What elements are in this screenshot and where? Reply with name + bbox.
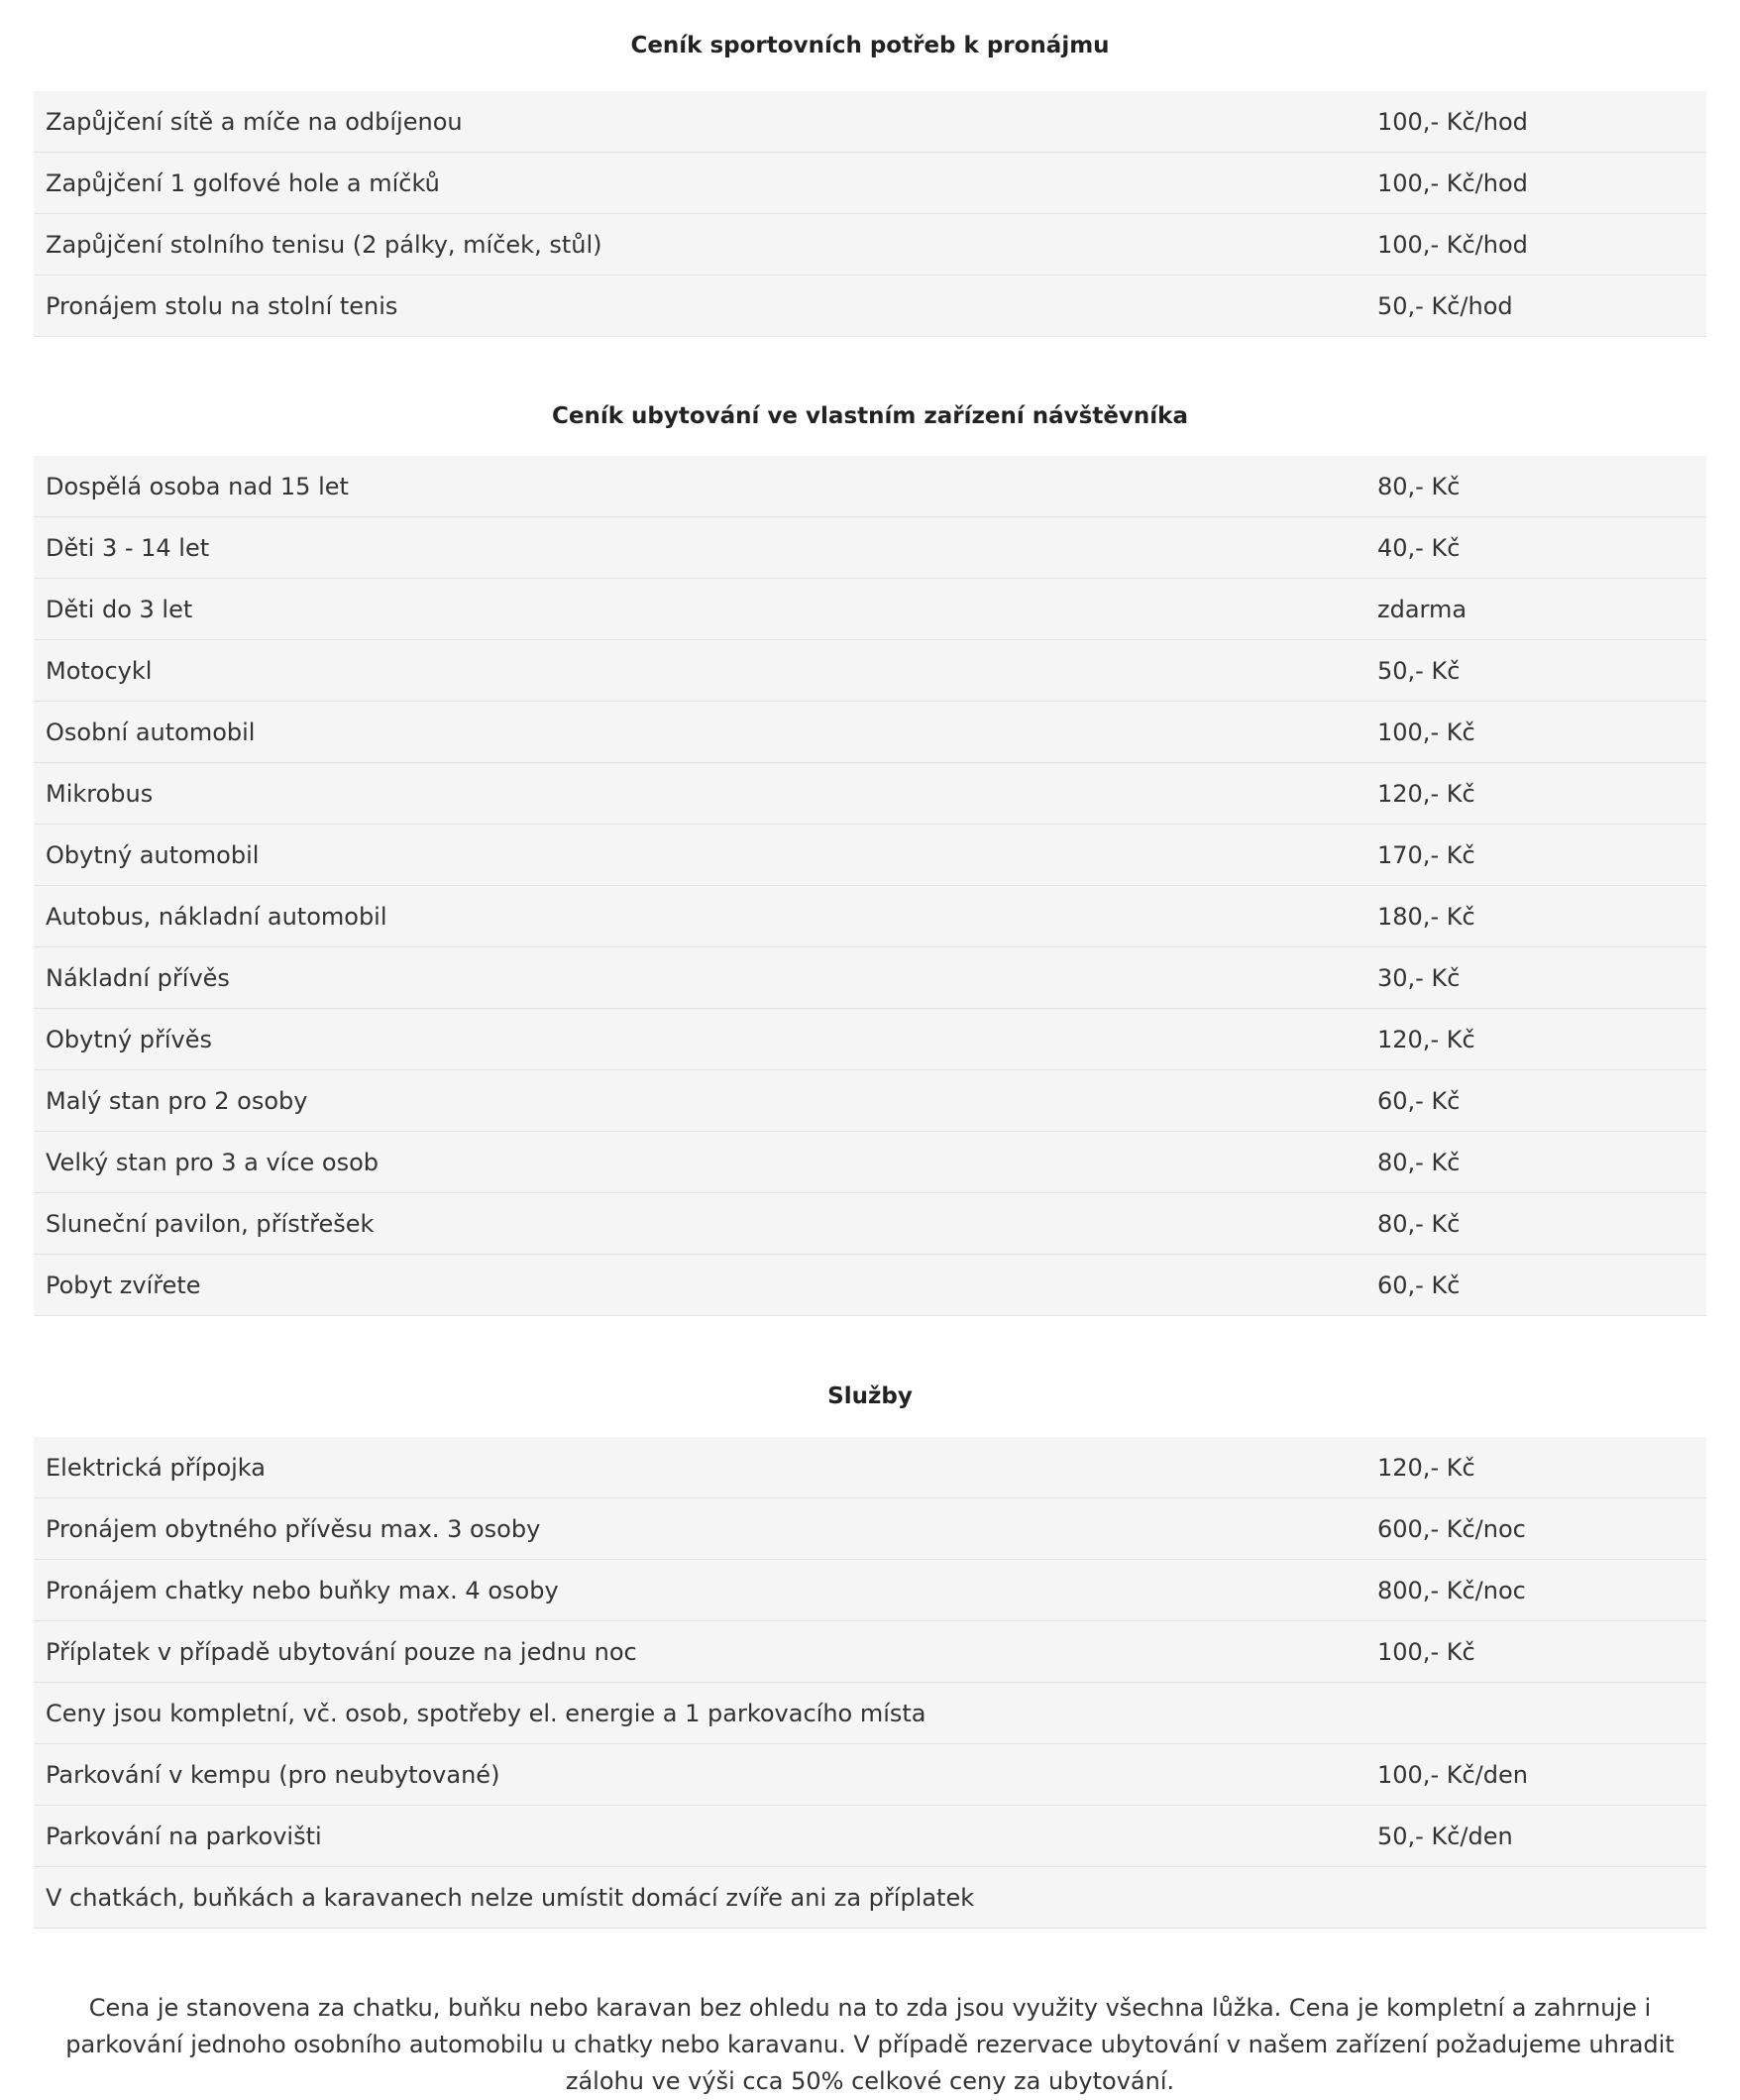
- item-price: 50,- Kč/den: [1365, 1806, 1706, 1867]
- table-row: [34, 825, 1706, 886]
- table-row: [34, 1255, 1706, 1316]
- item-price: 100,- Kč/hod: [1365, 91, 1706, 153]
- item-price: 100,- Kč/hod: [1365, 214, 1706, 276]
- item-name: Ceny jsou kompletní, vč. osob, spotřeby el. energie a 1 parkovacího místa: [34, 1683, 1365, 1744]
- item-price: 100,- Kč/hod: [1365, 153, 1706, 214]
- item-price: 60,- Kč: [1365, 1070, 1706, 1132]
- item-name: Dospělá osoba nad 15 let: [34, 456, 1365, 517]
- item-price: [1365, 1683, 1706, 1744]
- section-title-accommodation: Ceník ubytování ve vlastním zařízení návštěvníka: [552, 403, 1188, 429]
- item-price: 50,- Kč/hod: [1365, 276, 1706, 337]
- item-name: Parkování v kempu (pro neubytované): [34, 1744, 1365, 1806]
- table-row: [34, 153, 1706, 214]
- section-title-sports-rental: Ceník sportovních potřeb k pronájmu: [630, 33, 1110, 58]
- item-price: 170,- Kč: [1365, 825, 1706, 886]
- table-row: [34, 947, 1706, 1009]
- item-name: Elektrická přípojka: [34, 1437, 1365, 1498]
- item-name: Zapůjčení sítě a míče na odbíjenou: [34, 91, 1365, 153]
- item-name: Autobus, nákladní automobil: [34, 886, 1365, 947]
- item-name: Mikrobus: [34, 763, 1365, 825]
- section-title-services: Služby: [827, 1383, 913, 1409]
- table-row: [34, 91, 1706, 153]
- item-name: Parkování na parkovišti: [34, 1806, 1365, 1867]
- item-price: 60,- Kč: [1365, 1255, 1706, 1316]
- item-name: Velký stan pro 3 a více osob: [34, 1132, 1365, 1193]
- item-name: Osobní automobil: [34, 702, 1365, 763]
- accommodation-table: [34, 456, 1706, 1316]
- table-row: [34, 1132, 1706, 1193]
- item-name: Pronájem chatky nebo buňky max. 4 osoby: [34, 1560, 1365, 1621]
- item-price: 120,- Kč: [1365, 763, 1706, 825]
- item-price: 80,- Kč: [1365, 1193, 1706, 1255]
- item-price: 80,- Kč: [1365, 456, 1706, 517]
- table-row: [34, 1744, 1706, 1806]
- item-price: [1365, 1867, 1706, 1929]
- table-row: [34, 1621, 1706, 1683]
- table-row: [34, 640, 1706, 702]
- item-price: 120,- Kč: [1365, 1437, 1706, 1498]
- item-price: 50,- Kč: [1365, 640, 1706, 702]
- item-name: Obytný automobil: [34, 825, 1365, 886]
- item-name: Nákladní přívěs: [34, 947, 1365, 1009]
- item-price: 100,- Kč: [1365, 702, 1706, 763]
- item-name: Obytný přívěs: [34, 1009, 1365, 1070]
- table-row: [34, 702, 1706, 763]
- table-row: [34, 456, 1706, 517]
- table-row: [34, 1193, 1706, 1255]
- table-row: [34, 517, 1706, 579]
- item-price: 120,- Kč: [1365, 1009, 1706, 1070]
- footer-note: Cena je stanovena za chatku, buňku nebo karavan bez ohledu na to zda jsou využity všechna lůžka. Cena je kompletní a zahrnuje i parkování jednoho osobního automobilu u chatky nebo karavanu. V případě rezervace ubytování v našem zařízení požadujeme uhradit zálohu ve výši cca 50% celkové ceny za ubytování.: [65, 1994, 1675, 2095]
- table-row: [34, 1867, 1706, 1929]
- table-row: [34, 214, 1706, 276]
- item-price: 180,- Kč: [1365, 886, 1706, 947]
- item-price: 600,- Kč/noc: [1365, 1498, 1706, 1560]
- item-name: Děti do 3 let: [34, 579, 1365, 640]
- table-row: [34, 1560, 1706, 1621]
- item-name: Pronájem stolu na stolní tenis: [34, 276, 1365, 337]
- item-name: Zapůjčení stolního tenisu (2 pálky, míček, stůl): [34, 214, 1365, 276]
- item-price: 800,- Kč/noc: [1365, 1560, 1706, 1621]
- table-row: [34, 763, 1706, 825]
- services-table: [34, 1437, 1706, 1929]
- item-name: Pobyt zvířete: [34, 1255, 1365, 1316]
- item-price: zdarma: [1365, 579, 1706, 640]
- table-row: [34, 1070, 1706, 1132]
- item-price: 30,- Kč: [1365, 947, 1706, 1009]
- item-name: Příplatek v případě ubytování pouze na jednu noc: [34, 1621, 1365, 1683]
- item-name: Děti 3 - 14 let: [34, 517, 1365, 579]
- item-name: Malý stan pro 2 osoby: [34, 1070, 1365, 1132]
- item-name: Sluneční pavilon, přístřešek: [34, 1193, 1365, 1255]
- item-price: 100,- Kč/den: [1365, 1744, 1706, 1806]
- item-name: V chatkách, buňkách a karavanech nelze umístit domácí zvíře ani za příplatek: [34, 1867, 1365, 1929]
- table-row: [34, 1683, 1706, 1744]
- table-row: [34, 1498, 1706, 1560]
- item-price: 100,- Kč: [1365, 1621, 1706, 1683]
- sports-rental-table: [34, 91, 1706, 337]
- table-row: [34, 1009, 1706, 1070]
- item-price: 40,- Kč: [1365, 517, 1706, 579]
- table-row: [34, 276, 1706, 337]
- item-price: 80,- Kč: [1365, 1132, 1706, 1193]
- item-name: Motocykl: [34, 640, 1365, 702]
- table-row: [34, 579, 1706, 640]
- table-row: [34, 1806, 1706, 1867]
- table-row: [34, 1437, 1706, 1498]
- item-name: Pronájem obytného přívěsu max. 3 osoby: [34, 1498, 1365, 1560]
- table-row: [34, 886, 1706, 947]
- item-name: Zapůjčení 1 golfové hole a míčků: [34, 153, 1365, 214]
